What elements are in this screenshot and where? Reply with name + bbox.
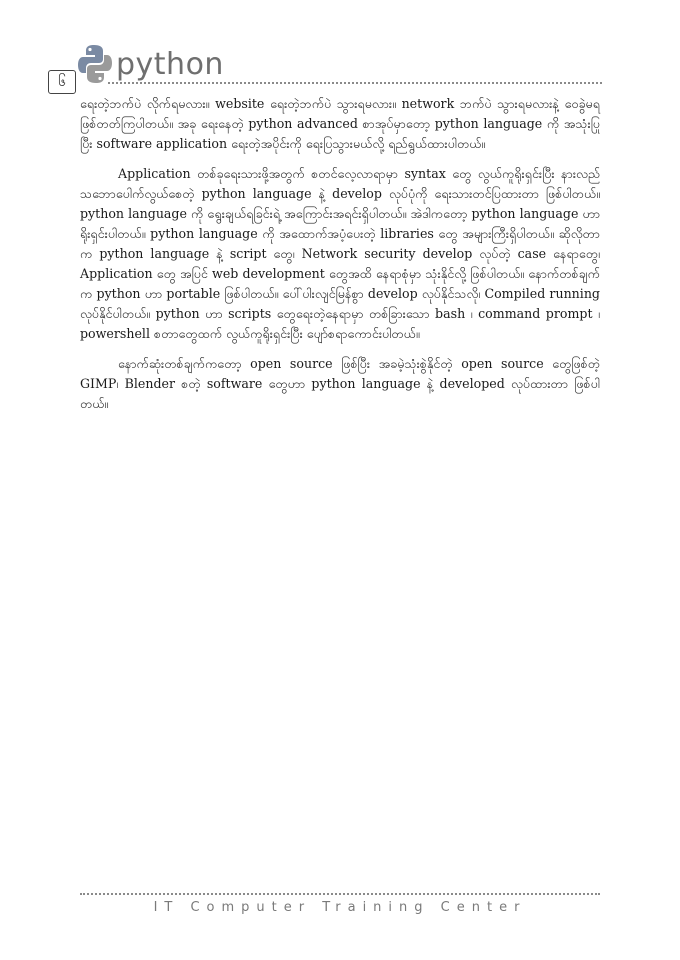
python-logo-icon <box>78 44 112 84</box>
header-divider <box>108 82 602 84</box>
python-logo <box>78 44 224 84</box>
page-number: ၆ <box>48 70 76 94</box>
footer-text: IT Computer Training Center <box>153 900 527 915</box>
paragraph-3: နောက်ဆုံးတစ်ချက်ကတော့ open source ဖြစ်ပြီး အခမဲ့သုံးစွဲနိုင်တဲ့ open source တွေဖြစ်တဲ့ GIMP၊ Blender စတဲ့ software တွေဟာ python language နဲ့ developed လုပ်ထားတာ ဖြစ်ပါတယ်။ <box>80 356 600 411</box>
body-content <box>80 94 600 424</box>
footer-divider <box>80 893 600 895</box>
page-header <box>48 40 608 100</box>
paragraph-1: ရေးတဲ့ဘက်ပဲ လိုက်ရမလား။ website ရေးတဲ့ဘက်ပဲ သွားရမလား။ network ဘက်ပဲ သွားရမလားနဲ့ ဝေခွဲမရ ဖြစ်တတ်ကြပါတယ်။ အခု ရေးနေတဲ့ python advanced စာအုပ်မှာတော့ python language ကို အသုံးပြုပြီး software application ရေးတဲ့အပိုင်းကို ရေးပြသွားမယ်လို့ ရည်ရွယ်ထားပါတယ်။ <box>80 96 600 151</box>
logo-text: python <box>116 46 224 82</box>
paragraph-2: Application တစ်ခုရေးသားဖို့အတွက် စတင်လေ့လာရာမှာ syntax တွေ လွယ်ကူရိုးရှင်းပြီး နားလည် သဘောပေါက်လွယ်စေတဲ့ python language နဲ့ develop လုပ်ပုံကို ရေးသားတင်ပြထားတာ ဖြစ်ပါတယ်။ python language ကို ရွေးချယ်ရခြင်းရဲ့ အကြောင်းအရင်းရှိပါတယ်။ အဲဒါကတော့ python language ဟာ ရိုးရှင်းပါတယ်။ python language ကို အထောက်အပံ့ပေးတဲ့ libraries တွေ အများကြီးရှိပါတယ်။ ဆိုလိုတာက python language နဲ့ script တွေ၊ Network security develop လုပ်တဲ့ case နေရာတွေ၊ Application တွေ အပြင် web development တွေအထိ နေရာစုံမှာ သုံးနိုင်လို့ ဖြစ်ပါတယ်။ နောက်တစ်ချက်က python ဟာ portable ဖြစ်ပါတယ်။ ပေါ်ပါးလျင်မြန်စွာ develop လုပ်နိုင်သလို၊ Compiled running လုပ်နိုင်ပါတယ်။ python ဟာ scripts တွေရေးတဲ့နေရာမှာ တစ်ခြားသော bash ၊ command prompt ၊ powershell စတာတွေထက် လွယ်ကူရိုးရှင်းပြီး ပျော်စရာကောင်းပါတယ်။ <box>80 166 600 341</box>
